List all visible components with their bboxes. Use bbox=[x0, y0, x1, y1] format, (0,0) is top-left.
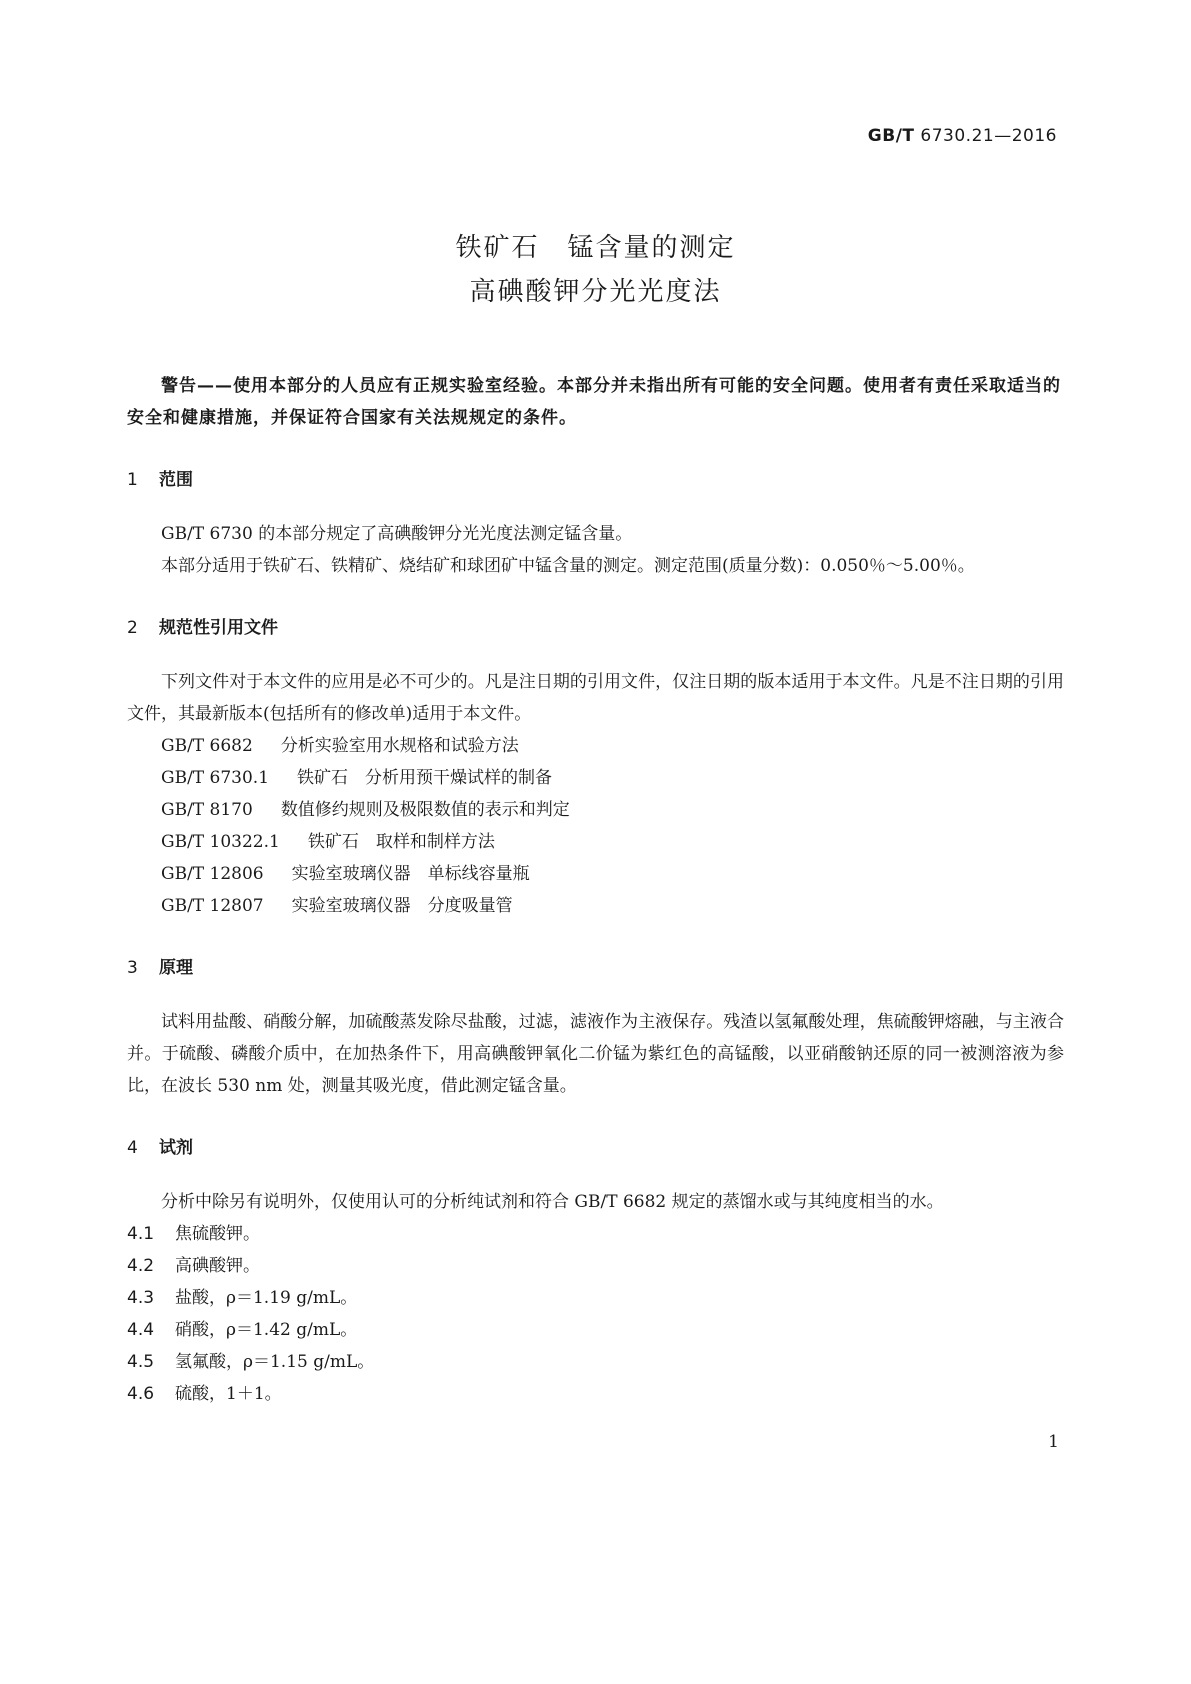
item-number: 4.2 bbox=[127, 1256, 155, 1276]
reference-code: GB/T 6682 bbox=[161, 736, 253, 756]
section-2-paragraph-1: 下列文件对于本文件的应用是必不可少的。凡是注日期的引用文件，仅注日期的版本适用于本文件。凡是不注日期的引用文件，其最新版本(包括所有的修改单)适用于本文件。 bbox=[127, 672, 1064, 724]
reference-title: 铁矿石 取样和制样方法 bbox=[307, 832, 495, 852]
document-title bbox=[0, 226, 1191, 314]
section-number: 3 bbox=[127, 958, 138, 978]
section-title: 范围 bbox=[159, 470, 193, 490]
section-title: 试剂 bbox=[159, 1138, 193, 1158]
reagent-item bbox=[127, 1218, 1064, 1250]
section-1-paragraph-1: GB/T 6730 的本部分规定了高碘酸钾分光光度法测定锰含量。 bbox=[161, 524, 633, 544]
reference-title: 实验室玻璃仪器 单标线容量瓶 bbox=[291, 864, 530, 884]
item-number: 4.5 bbox=[127, 1352, 155, 1372]
reference-item bbox=[127, 794, 1064, 826]
item-text: 氢氟酸，ρ＝1.15 g/mL。 bbox=[175, 1352, 375, 1372]
title-line-1: 铁矿石 锰含量的测定 bbox=[455, 233, 736, 263]
item-text: 高碘酸钾。 bbox=[175, 1256, 260, 1276]
section-1-heading bbox=[127, 464, 1064, 496]
reference-title: 数值修约规则及极限数值的表示和判定 bbox=[280, 800, 570, 820]
reference-code: GB/T 12806 bbox=[161, 864, 264, 884]
item-number: 4.1 bbox=[127, 1224, 155, 1244]
title-line-2: 高碘酸钾分光光度法 bbox=[469, 277, 722, 307]
standard-number: 6730.21—2016 bbox=[920, 126, 1057, 146]
item-number: 4.6 bbox=[127, 1384, 155, 1404]
section-1-paragraph-2: 本部分适用于铁矿石、铁精矿、烧结矿和球团矿中锰含量的测定。测定范围(质量分数)：0.050％～5.00％。 bbox=[161, 556, 975, 576]
reagent-item bbox=[127, 1378, 1064, 1410]
reference-code: GB/T 12807 bbox=[161, 896, 264, 916]
reference-item bbox=[127, 858, 1064, 890]
reference-item bbox=[127, 762, 1064, 794]
section-2-heading bbox=[127, 612, 1064, 644]
document-body bbox=[127, 370, 1064, 1410]
reference-item bbox=[127, 730, 1064, 762]
item-text: 硝酸，ρ＝1.42 g/mL。 bbox=[175, 1320, 358, 1340]
reagent-item bbox=[127, 1282, 1064, 1314]
item-text: 焦硫酸钾。 bbox=[175, 1224, 260, 1244]
section-number: 1 bbox=[127, 470, 138, 490]
reference-item bbox=[127, 826, 1064, 858]
section-number: 4 bbox=[127, 1138, 138, 1158]
reagent-item bbox=[127, 1314, 1064, 1346]
reference-title: 分析实验室用水规格和试验方法 bbox=[280, 736, 519, 756]
reference-title: 铁矿石 分析用预干燥试样的制备 bbox=[297, 768, 553, 788]
standard-prefix: GB/T bbox=[867, 126, 915, 146]
standard-code bbox=[868, 126, 1057, 146]
section-title: 规范性引用文件 bbox=[159, 618, 278, 638]
section-number: 2 bbox=[127, 618, 138, 638]
reagent-item bbox=[127, 1346, 1064, 1378]
section-3-paragraph-1: 试料用盐酸、硝酸分解，加硫酸蒸发除尽盐酸，过滤，滤液作为主液保存。残渣以氢氟酸处理，焦硫酸钾熔融，与主液合并。于硫酸、磷酸介质中，在加热条件下，用高碘酸钾氧化二价锰为紫红色的高锰酸，以亚硝酸钠还原的同一被测溶液为参比，在波长 530 nm 处，测量其吸光度，借此测定锰含量。 bbox=[127, 1012, 1064, 1096]
section-4-paragraph-1: 分析中除另有说明外，仅使用认可的分析纯试剂和符合 GB/T 6682 规定的蒸馏水或与其纯度相当的水。 bbox=[161, 1192, 944, 1212]
item-number: 4.4 bbox=[127, 1320, 155, 1340]
section-4-heading bbox=[127, 1132, 1064, 1164]
item-text: 硫酸，1＋1。 bbox=[175, 1384, 282, 1404]
reference-item bbox=[127, 890, 1064, 922]
reagent-item bbox=[127, 1250, 1064, 1282]
reference-code: GB/T 6730.1 bbox=[161, 768, 270, 788]
section-title: 原理 bbox=[159, 958, 193, 978]
reference-code: GB/T 8170 bbox=[161, 800, 253, 820]
warning-paragraph: 警告——使用本部分的人员应有正规实验室经验。本部分并未指出所有可能的安全问题。使用者有责任采取适当的安全和健康措施，并保证符合国家有关法规规定的条件。 bbox=[127, 376, 1061, 428]
item-number: 4.3 bbox=[127, 1288, 155, 1308]
page-number: 1 bbox=[1048, 1432, 1059, 1452]
section-3-heading bbox=[127, 952, 1064, 984]
item-text: 盐酸，ρ＝1.19 g/mL。 bbox=[175, 1288, 358, 1308]
reference-title: 实验室玻璃仪器 分度吸量管 bbox=[291, 896, 513, 916]
reference-code: GB/T 10322.1 bbox=[161, 832, 280, 852]
